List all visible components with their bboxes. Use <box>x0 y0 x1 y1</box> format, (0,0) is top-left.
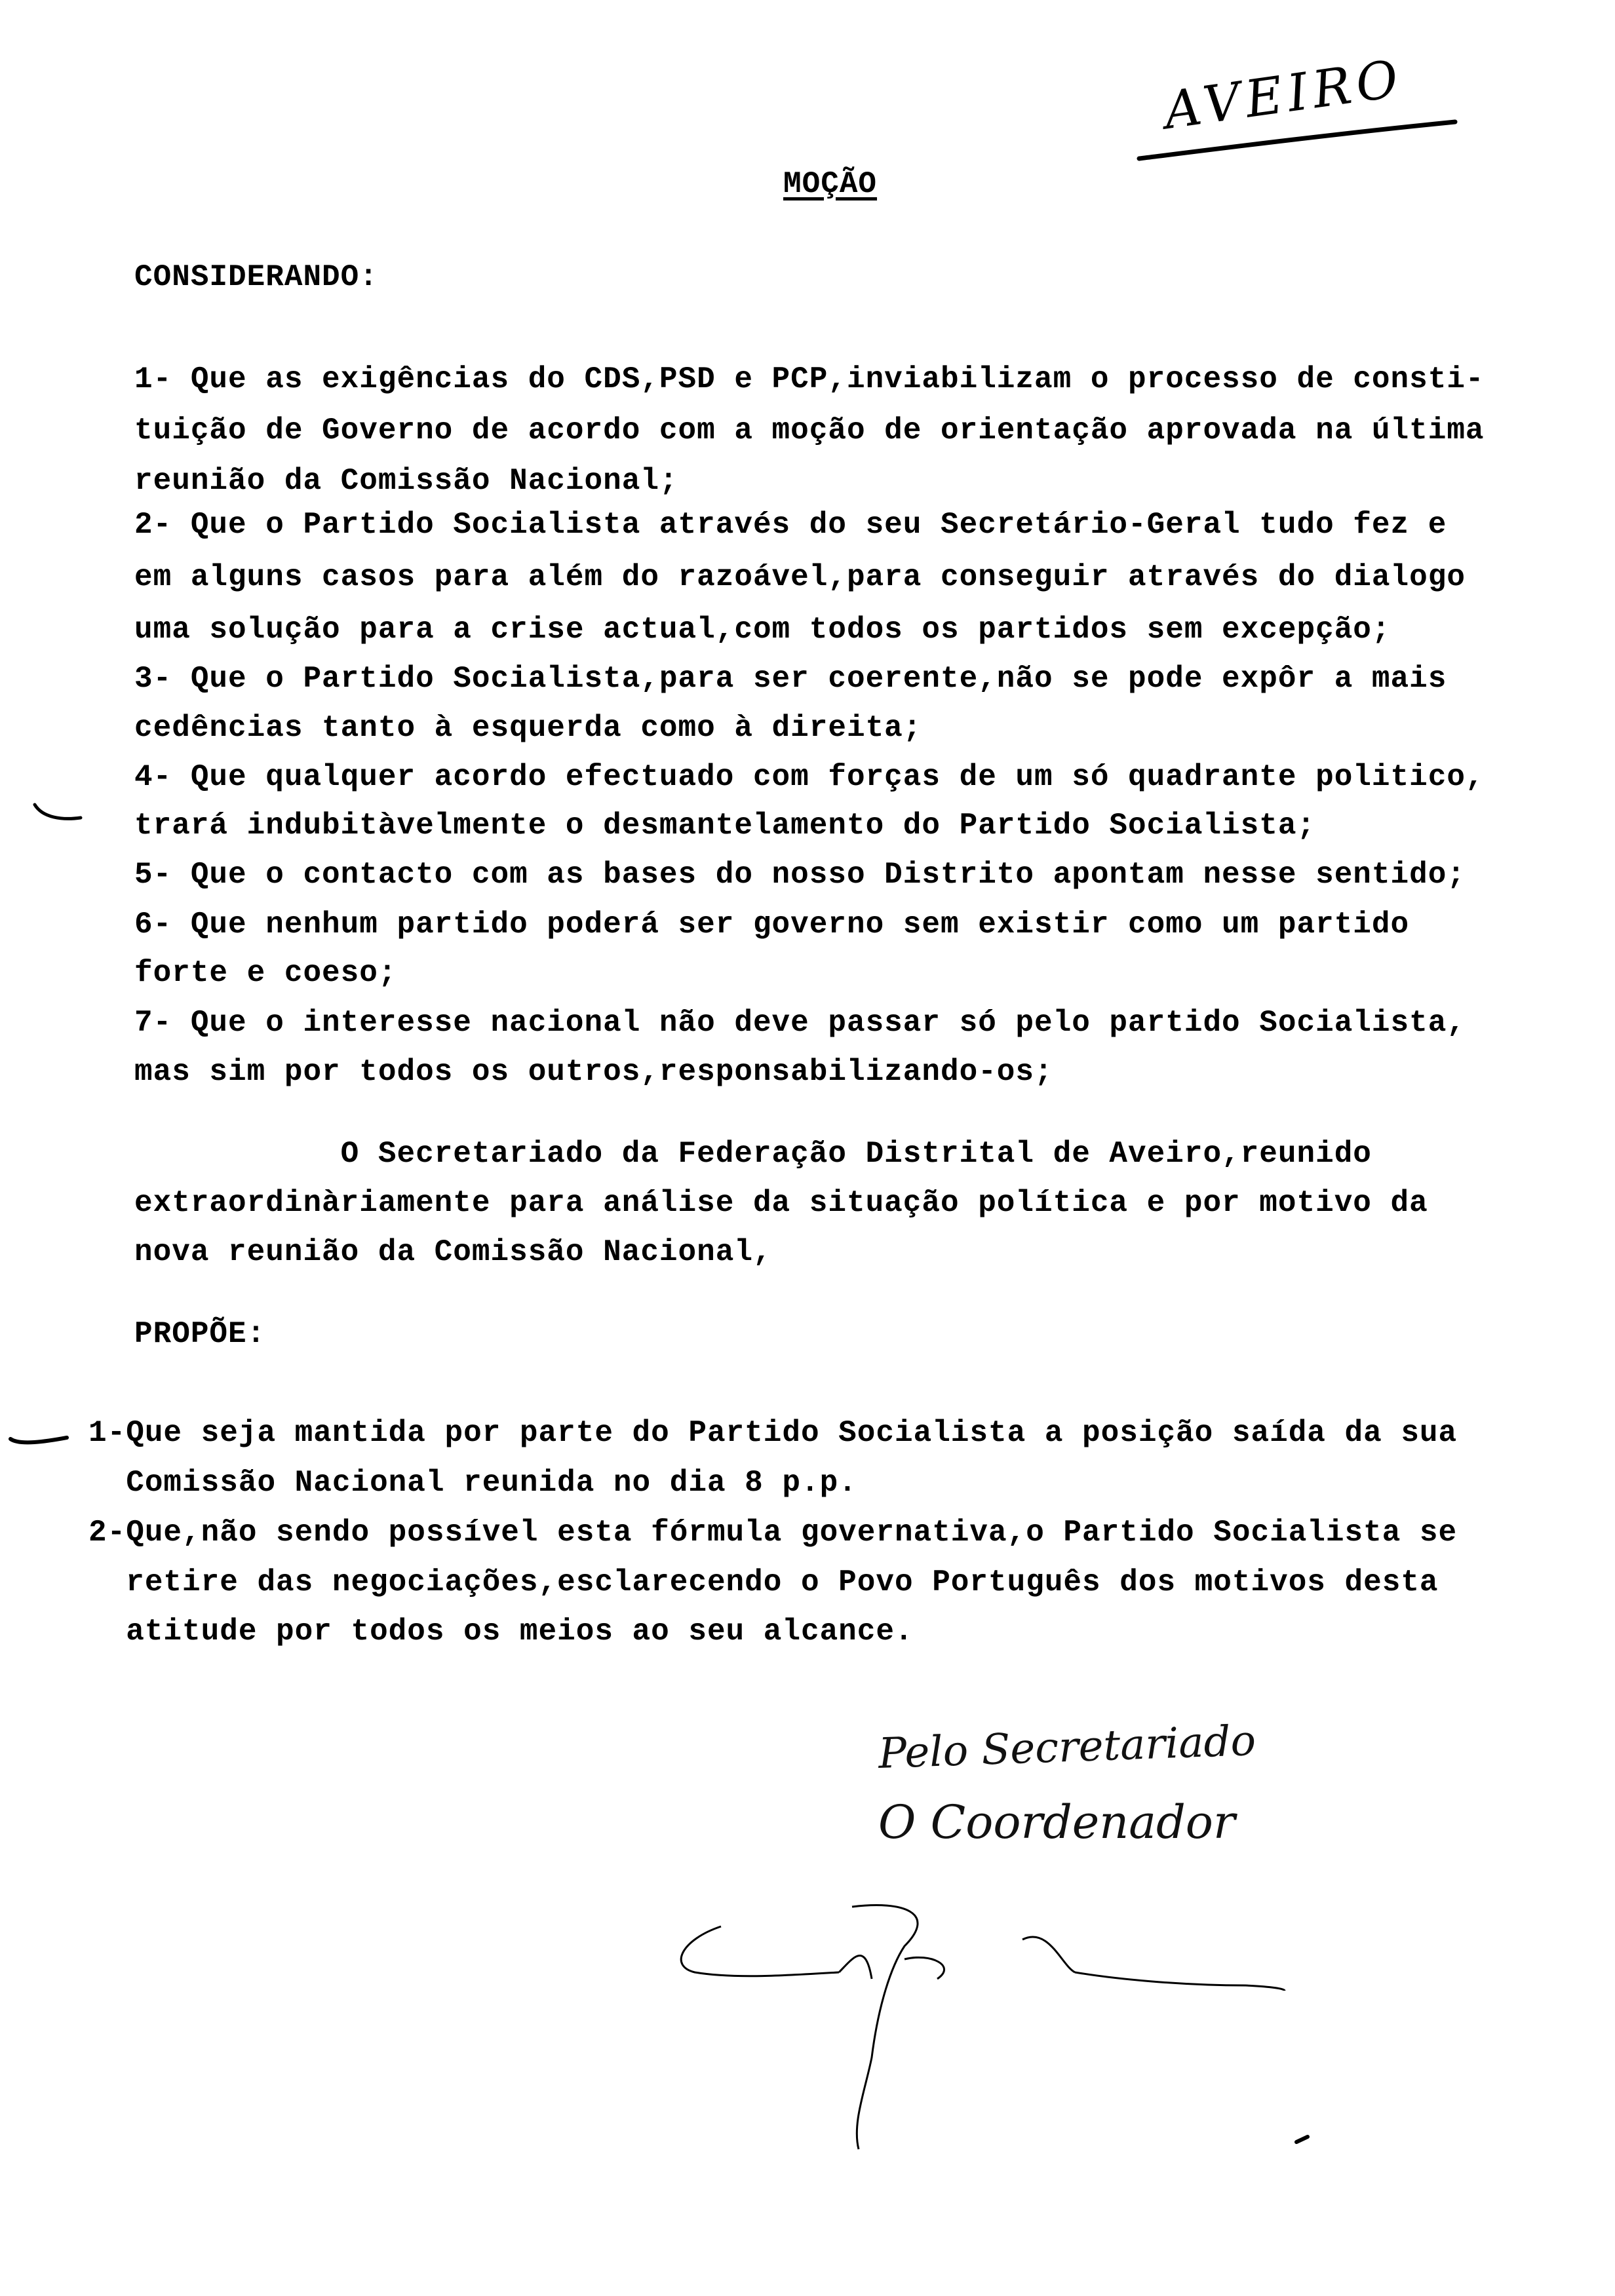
propoe-label: PROPÕE: <box>134 1317 266 1351</box>
considerando-item-6-line-1: 6- Que nenhum partido poderá ser governo sem existir como um partido <box>134 908 1410 942</box>
propoe-item-1-line-1: 1-Que seja mantida por parte do Partido Socialista a posição saída da sua <box>88 1416 1458 1450</box>
signature-name <box>688 1900 692 1901</box>
handwritten-underline <box>1134 118 1462 170</box>
document-title: MOÇÃO <box>783 167 878 201</box>
preamble-line-1: O Secretariado da Federação Distrital de Aveiro,reunido <box>134 1137 1372 1171</box>
considerando-label: CONSIDERANDO: <box>134 260 378 294</box>
preamble-line-3: nova reunião da Comissão Nacional, <box>134 1235 772 1269</box>
signature-line-coordenador: O Coordenador <box>878 1795 1236 1849</box>
considerando-item-7-line-1: 7- Que o interesse nacional não deve passar só pelo partido Socialista, <box>134 1006 1466 1040</box>
considerando-item-6-line-2: forte e coeso; <box>134 956 397 990</box>
propoe-item-2-line-3: atitude por todos os meios ao seu alcance. <box>88 1615 914 1649</box>
propoe-item-1-line-2: Comissão Nacional reunida no dia 8 p.p. <box>88 1466 857 1500</box>
considerando-item-2-line-2: em alguns casos para além do razoável,para conseguir através do dialogo <box>134 560 1466 594</box>
considerando-item-2-line-3: uma solução para a crise actual,com todos os partidos sem excepção; <box>134 613 1391 647</box>
considerando-item-5-line-1: 5- Que o contacto com as bases do nosso Distrito apontam nesse sentido; <box>134 858 1466 892</box>
considerando-item-1-line-1: 1- Que as exigências do CDS,PSD e PCP,inviabilizam o processo de consti- <box>134 362 1485 396</box>
considerando-item-1-line-3: reunião da Comissão Nacional; <box>134 464 678 498</box>
considerando-item-7-line-2: mas sim por todos os outros,responsabilizando-os; <box>134 1055 1053 1089</box>
propoe-item-2-line-1: 2-Que,não sendo possível esta fórmula governativa,o Partido Socialista se <box>88 1516 1458 1550</box>
considerando-item-3-line-2: cedências tanto à esquerda como à direita; <box>134 711 922 745</box>
preamble-line-2: extraordinàriamente para análise da situação política e por motivo da <box>134 1186 1428 1220</box>
considerando-item-1-line-2: tuição de Governo de acordo com a moção de orientação aprovada na última <box>134 413 1485 448</box>
considerando-item-4-line-1: 4- Que qualquer acordo efectuado com forças de um só quadrante politico, <box>134 760 1485 794</box>
considerando-item-4-line-2: trará indubitàvelmente o desmantelamento do Partido Socialista; <box>134 809 1316 843</box>
propoe-item-2-line-2: retire das negociações,esclarecendo o Povo Português dos motivos desta <box>88 1565 1439 1599</box>
stray-mark <box>1294 2133 1314 2146</box>
margin-mark-2 <box>7 1422 85 1461</box>
handwritten-district-label: AVEIRO <box>1160 48 1407 142</box>
considerando-item-2-line-1: 2- Que o Partido Socialista através do seu Secretário-Geral tudo fez e <box>134 508 1447 542</box>
margin-mark-1 <box>29 799 108 839</box>
signature-scrawl <box>655 1808 1442 2175</box>
signature-line-pelo-secretariado: Pelo Secretariado <box>877 1716 1257 1779</box>
considerando-item-3-line-1: 3- Que o Partido Socialista,para ser coerente,não se pode expôr a mais <box>134 662 1447 696</box>
